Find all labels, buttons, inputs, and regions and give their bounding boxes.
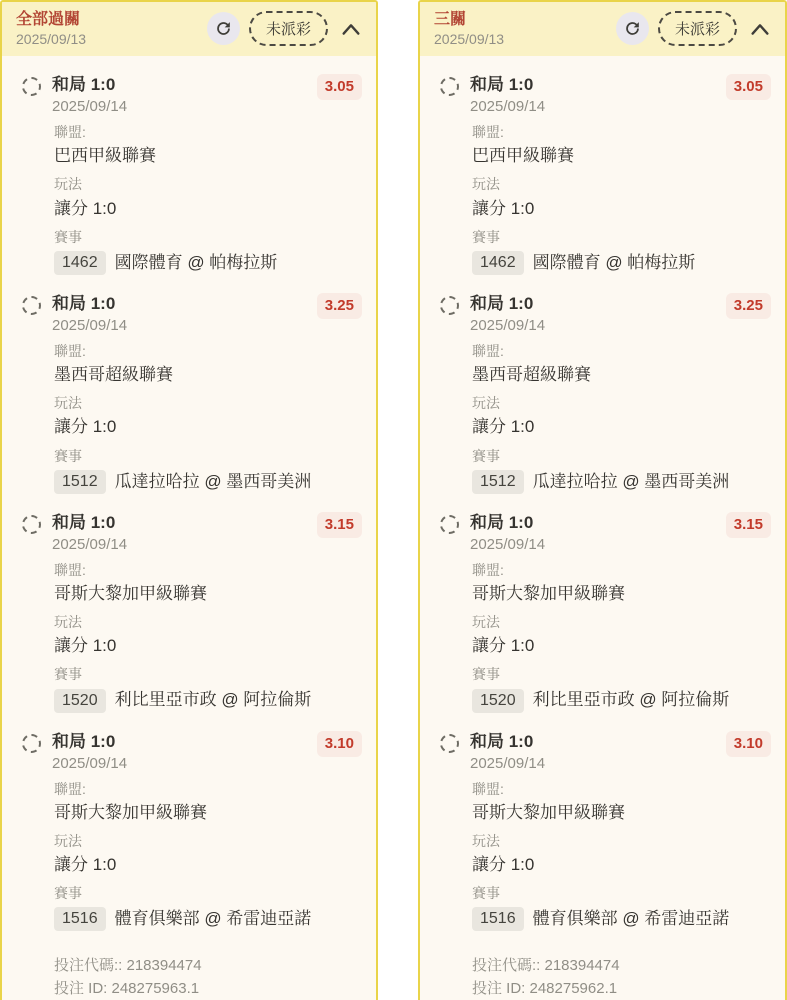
bet-placed-date: 2025/09/13 <box>434 31 505 47</box>
event-name: 利比里亞市政 @ 阿拉倫斯 <box>114 690 312 710</box>
leg-pick: 和局 1:0 <box>52 512 116 532</box>
event-label: 賽事 <box>54 666 82 683</box>
leg-header <box>440 293 771 334</box>
event-id-badge: 1520 <box>472 689 524 713</box>
bet-leg <box>2 502 376 721</box>
leg-radio-circle[interactable] <box>22 77 41 96</box>
event-row <box>54 689 362 713</box>
event-row <box>472 689 771 713</box>
bet-leg <box>2 721 376 940</box>
leg-pick: 和局 1:0 <box>470 75 534 94</box>
play-label: 玩法 <box>472 176 500 193</box>
league-name: 巴西甲級聯賽 <box>472 146 574 166</box>
refresh-button[interactable] <box>207 12 240 45</box>
play-label: 玩法 <box>54 614 82 631</box>
event-row <box>54 907 362 931</box>
event-label: 賽事 <box>472 447 500 464</box>
leg-date: 2025/09/14 <box>52 754 128 772</box>
event-id-badge: 1516 <box>472 907 524 931</box>
event-id-badge: 1512 <box>54 470 106 494</box>
event-group <box>54 884 362 931</box>
leg-pick: 和局 1:0 <box>52 293 116 313</box>
leg-odds-badge: 3.25 <box>317 293 362 319</box>
event-name: 國際體育 @ 帕梅拉斯 <box>114 252 278 272</box>
play-value: 讓分 1:0 <box>472 417 535 437</box>
leg-date: 2025/09/14 <box>470 754 546 772</box>
leg-header <box>22 731 362 772</box>
leg-radio-circle[interactable] <box>440 515 459 534</box>
bet-leg <box>420 64 785 283</box>
bet-leg <box>420 502 785 721</box>
event-name: 利比里亞市政 @ 阿拉倫斯 <box>532 690 730 710</box>
play-group <box>54 394 362 438</box>
play-group <box>472 832 771 876</box>
refresh-icon <box>214 19 233 38</box>
parlay-type-title: 三關 <box>434 11 467 28</box>
event-label: 賽事 <box>472 666 500 683</box>
bet-leg <box>2 64 376 283</box>
event-row <box>472 907 771 931</box>
leg-titles <box>52 512 317 553</box>
play-value: 讓分 1:0 <box>54 636 117 656</box>
bet-id: 投注 ID: 248275962.1 <box>472 979 618 997</box>
league-label: 聯盟: <box>54 561 86 578</box>
leg-radio-circle[interactable] <box>440 734 459 753</box>
league-group <box>472 561 771 605</box>
leg-pick: 和局 1:0 <box>470 293 534 313</box>
league-group <box>54 561 362 605</box>
bet-legs-list <box>420 56 785 1000</box>
refresh-icon <box>623 19 642 38</box>
event-id-badge: 1520 <box>54 689 106 713</box>
bet-code: 投注代碼:: 218394474 <box>472 957 620 975</box>
league-group <box>472 123 771 167</box>
bet-card-header-titles <box>434 10 616 47</box>
play-value: 讓分 1:0 <box>54 855 117 875</box>
event-group <box>472 665 771 712</box>
leg-date: 2025/09/14 <box>470 535 546 553</box>
chevron-up-icon <box>749 21 771 37</box>
play-label: 玩法 <box>472 614 500 631</box>
league-group <box>472 780 771 824</box>
bet-leg <box>420 721 785 940</box>
leg-date: 2025/09/14 <box>52 98 128 116</box>
play-group <box>472 613 771 657</box>
event-row <box>472 251 771 275</box>
parlay-type-title: 全部過關 <box>16 11 81 28</box>
leg-radio-circle[interactable] <box>22 296 41 315</box>
leg-odds-badge: 3.15 <box>317 512 362 538</box>
event-name: 體育俱樂部 @ 希雷迪亞諾 <box>114 909 312 929</box>
event-group <box>54 228 362 275</box>
play-group <box>472 175 771 219</box>
bet-card-header <box>420 2 785 56</box>
league-label: 聯盟: <box>54 780 86 797</box>
play-label: 玩法 <box>54 176 82 193</box>
event-label: 賽事 <box>54 447 82 464</box>
play-group <box>54 175 362 219</box>
league-label: 聯盟: <box>472 124 504 141</box>
event-id-badge: 1462 <box>54 251 106 275</box>
league-name: 哥斯大黎加甲級聯賽 <box>472 583 625 603</box>
event-label: 賽事 <box>54 885 82 902</box>
leg-radio-circle[interactable] <box>22 515 41 534</box>
leg-odds-badge: 3.10 <box>726 731 771 757</box>
leg-date: 2025/09/14 <box>52 535 128 553</box>
league-label: 聯盟: <box>54 124 86 141</box>
leg-date: 2025/09/14 <box>470 316 546 334</box>
event-id-badge: 1462 <box>472 251 524 275</box>
league-group <box>54 342 362 386</box>
event-row <box>54 470 362 494</box>
play-group <box>472 394 771 438</box>
leg-odds-badge: 3.15 <box>726 512 771 538</box>
bet-card-parlay-three <box>418 0 787 1000</box>
event-group <box>472 884 771 931</box>
leg-odds-badge: 3.05 <box>726 74 771 100</box>
refresh-button[interactable] <box>616 12 649 45</box>
event-group <box>472 447 771 494</box>
event-name: 國際體育 @ 帕梅拉斯 <box>532 252 696 272</box>
bet-leg <box>2 283 376 502</box>
leg-radio-circle[interactable] <box>440 296 459 315</box>
leg-titles <box>470 74 726 115</box>
collapse-button[interactable] <box>747 19 773 39</box>
collapse-button[interactable] <box>338 19 364 39</box>
play-group <box>54 613 362 657</box>
event-group <box>472 228 771 275</box>
leg-titles <box>470 512 726 553</box>
league-label: 聯盟: <box>54 342 86 359</box>
leg-odds-badge: 3.25 <box>726 293 771 319</box>
leg-pick: 和局 1:0 <box>52 75 116 94</box>
event-name: 體育俱樂部 @ 希雷迪亞諾 <box>532 909 730 929</box>
league-group <box>54 123 362 167</box>
status-badge[interactable]: 未派彩 <box>658 11 737 46</box>
league-label: 聯盟: <box>472 561 504 578</box>
league-label: 聯盟: <box>472 342 504 359</box>
event-id-badge: 1516 <box>54 907 106 931</box>
play-value: 讓分 1:0 <box>472 198 535 218</box>
event-group <box>54 447 362 494</box>
event-name: 瓜達拉哈拉 @ 墨西哥美洲 <box>532 471 730 491</box>
leg-pick: 和局 1:0 <box>52 731 116 751</box>
play-group <box>54 832 362 876</box>
leg-header <box>440 512 771 553</box>
leg-titles <box>470 293 726 334</box>
event-label: 賽事 <box>54 228 82 245</box>
event-row <box>54 251 362 275</box>
play-label: 玩法 <box>472 395 500 412</box>
leg-odds-badge: 3.10 <box>317 731 362 757</box>
play-label: 玩法 <box>472 832 500 849</box>
chevron-up-icon <box>340 21 362 37</box>
event-name: 瓜達拉哈拉 @ 墨西哥美洲 <box>114 471 312 491</box>
play-label: 玩法 <box>54 395 82 412</box>
leg-radio-circle[interactable] <box>22 734 41 753</box>
play-value: 讓分 1:0 <box>54 417 117 437</box>
leg-header <box>440 74 771 115</box>
league-name: 哥斯大黎加甲級聯賽 <box>472 802 625 822</box>
leg-pick: 和局 1:0 <box>470 512 534 532</box>
bet-card-parlay-all <box>0 0 378 1000</box>
leg-header <box>22 293 362 334</box>
bet-code: 投注代碼:: 218394474 <box>54 957 202 975</box>
leg-odds-badge: 3.05 <box>317 74 362 100</box>
league-label: 聯盟: <box>472 780 504 797</box>
play-value: 讓分 1:0 <box>472 636 535 656</box>
event-id-badge: 1512 <box>472 470 524 494</box>
bet-legs-list <box>2 56 376 1000</box>
event-label: 賽事 <box>472 885 500 902</box>
play-label: 玩法 <box>54 832 82 849</box>
bet-placed-date: 2025/09/13 <box>16 31 87 47</box>
bet-identifiers <box>54 955 362 1000</box>
league-name: 墨西哥超級聯賽 <box>54 365 173 385</box>
bet-card-header-titles <box>16 10 207 47</box>
event-group <box>54 665 362 712</box>
bet-id: 投注 ID: 248275963.1 <box>54 979 200 997</box>
leg-radio-circle[interactable] <box>440 77 459 96</box>
leg-header <box>440 731 771 772</box>
league-group <box>54 780 362 824</box>
leg-titles <box>52 731 317 772</box>
league-name: 墨西哥超級聯賽 <box>472 365 591 385</box>
event-row <box>472 470 771 494</box>
leg-titles <box>470 731 726 772</box>
bet-identifiers <box>472 955 771 1000</box>
league-group <box>472 342 771 386</box>
leg-date: 2025/09/14 <box>52 316 128 334</box>
status-badge[interactable]: 未派彩 <box>249 11 328 46</box>
bet-leg <box>420 283 785 502</box>
event-label: 賽事 <box>472 228 500 245</box>
bet-card-header <box>2 2 376 56</box>
leg-date: 2025/09/14 <box>470 98 546 116</box>
league-name: 哥斯大黎加甲級聯賽 <box>54 802 207 822</box>
leg-pick: 和局 1:0 <box>470 731 534 751</box>
play-value: 讓分 1:0 <box>54 198 117 218</box>
leg-header <box>22 512 362 553</box>
leg-header <box>22 74 362 115</box>
leg-titles <box>52 293 317 334</box>
league-name: 巴西甲級聯賽 <box>54 146 156 166</box>
league-name: 哥斯大黎加甲級聯賽 <box>54 583 207 603</box>
play-value: 讓分 1:0 <box>472 855 535 875</box>
leg-titles <box>52 74 317 115</box>
